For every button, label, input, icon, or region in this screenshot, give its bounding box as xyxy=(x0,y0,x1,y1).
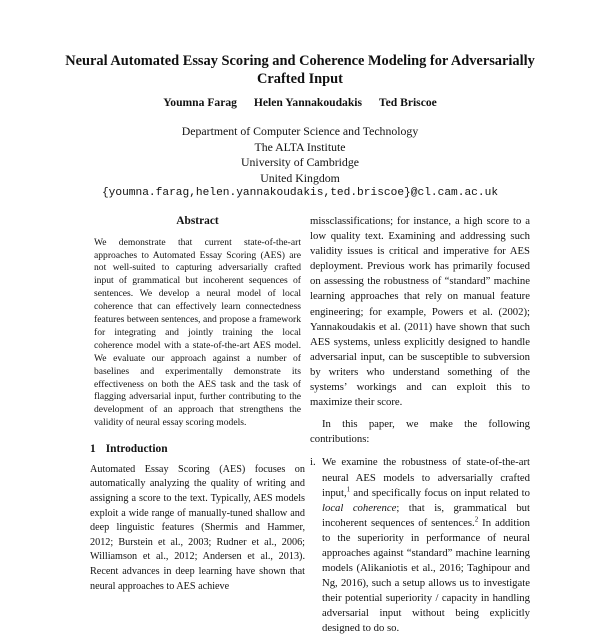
affiliation-country: United Kingdom xyxy=(260,170,340,185)
contribution-text-part: In addition to the superiority in performance of neural approaches against “standard” machine learning models (Alikaniotis et al., 2016; Taghipour and Ng, 2016), such a setup allows us to investigate their potential superiority / capacity in handling adversarial input without being explicitly designed to do so. xyxy=(322,516,530,635)
footnote-marker-2[interactable]: 2 xyxy=(474,515,479,524)
author-2: Helen Yannakoudakis xyxy=(253,96,363,109)
abstract-text: We demonstrate that current state-of-the-art approaches to Automated Essay Scoring (AES) are not well-suited to capturing adversarially crafted input of grammatical but incoherent sequences of sentences. We develop a neural model of local coherence that can effectively learn connectedness features between sentences, and propose a framework for integrating and jointly training the local coherence model with a state-of-the-art AES model. We evaluate our approach against a number of baselines and experimentally demonstrate its effectiveness on both the AES task and the task of flagging adversarial input, further contributing to the development of an approach that strengthens the validity of neural essay scoring models. xyxy=(94,236,301,429)
affiliation-institute: The ALTA Institute xyxy=(254,139,346,154)
left-column xyxy=(90,214,305,601)
contribution-item xyxy=(310,455,530,636)
affiliation-department: Department of Computer Science and Technology xyxy=(181,124,419,138)
emphasis-local-coherence: local coherence xyxy=(322,501,397,514)
contributions-intro: In this paper, we make the following contributions: xyxy=(310,418,530,446)
intro-paragraph: Automated Essay Scoring (AES) focuses on automatically analyzing the quality of writing and assigning a score to the text. Typically, AES models exploit a wide range of manually-tuned shallow and deep linguistic features (Shermis and Hammer, 2012; Burstein et al., 2003; Rudner et al., 2006; Williamson et al., 2012; Andersen et al., 2013). Recent advances in deep learning have shown that neural approaches to AES achieve xyxy=(90,463,305,592)
affiliation xyxy=(60,124,540,202)
author-list xyxy=(60,96,540,109)
section-title: Introduction xyxy=(105,443,168,456)
right-column xyxy=(310,214,530,637)
footnote-marker-1[interactable]: 1 xyxy=(346,485,351,494)
contribution-label: i. xyxy=(310,456,316,469)
contribution-text-part: and specifically focus on input related to xyxy=(350,486,530,499)
author-email: {youmna.farag,helen.yannakoudakis,ted.briscoe}@cl.cam.ac.uk xyxy=(101,187,499,200)
contribution-text-part: ; that is, grammatical but incoherent sequences of sentences. xyxy=(322,501,530,529)
contribution-text xyxy=(322,455,530,636)
section-number: 1 xyxy=(90,443,96,456)
abstract-heading: Abstract xyxy=(176,215,219,227)
section-heading-introduction xyxy=(90,442,305,457)
contribution-text-part: We examine the robustness of state-of-the-art neural AES models to adversarially crafted input, xyxy=(322,456,530,499)
affiliation-university: University of Cambridge xyxy=(241,155,359,170)
paper-title: Neural Automated Essay Scoring and Coherence Modeling for Adversarially Crafted Input xyxy=(65,53,535,87)
author-1: Youmna Farag xyxy=(163,96,237,109)
continued-paragraph: missclassifications; for instance, a high score to a low quality text. Examining and addressing such validity issues is critical and imperative for AES deployment. Previous work has primarily focused on assessing the robustness of “standard” machine learning approaches that rely on manual feature engineering; for example, Powers et al. (2002); Yannakoudakis et al. (2011) have shown that such AES systems, unless explicitly designed to handle adversarial input, can be susceptible to subversion by writers who understand something of the systems’ workings and can exploit this to maximize their score. xyxy=(310,215,530,409)
author-3: Ted Briscoe xyxy=(378,96,437,109)
